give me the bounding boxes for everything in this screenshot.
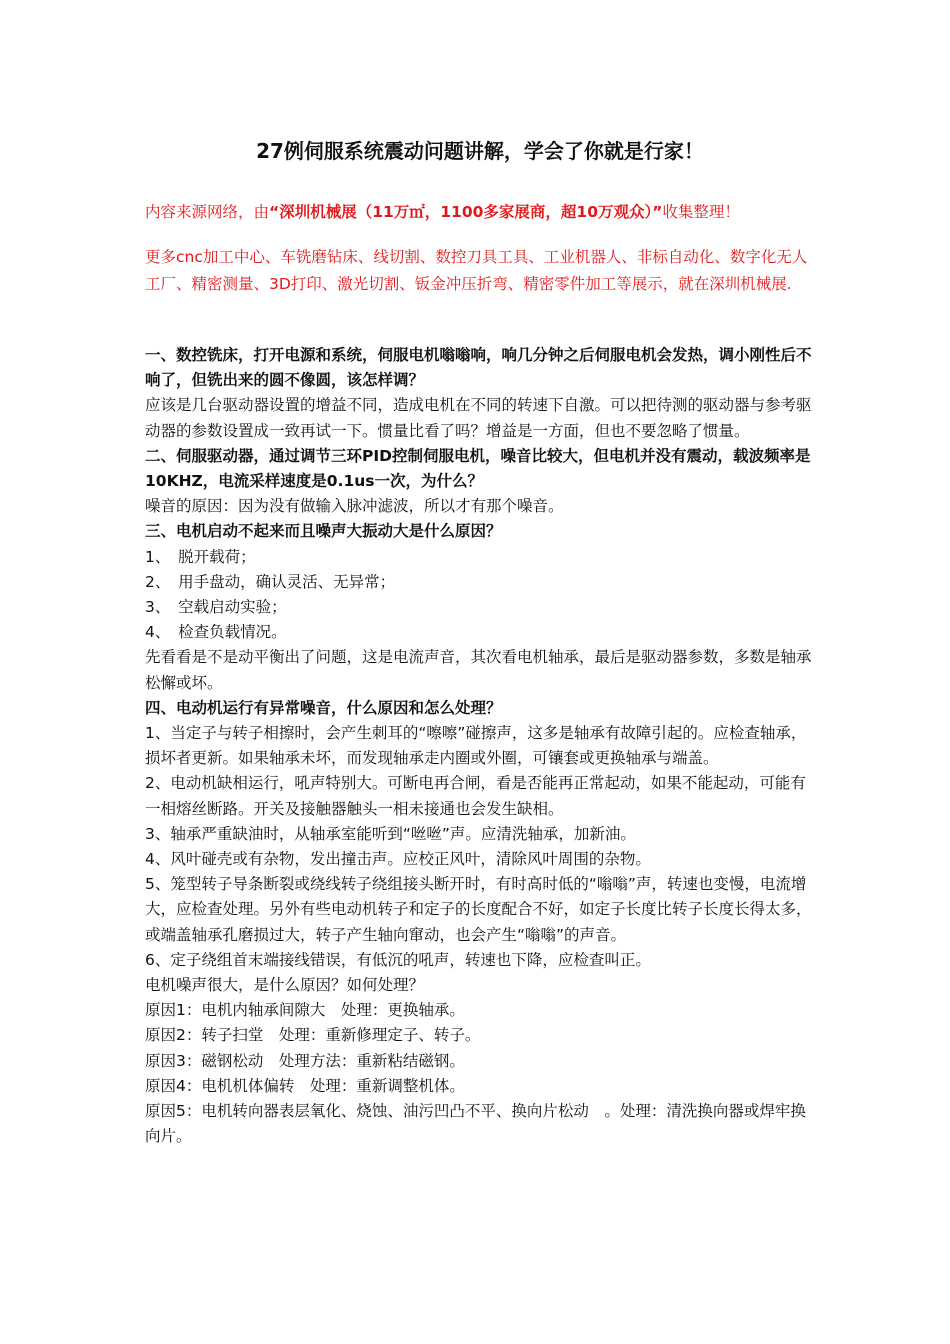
source-suffix: 收集整理！ — [662, 203, 740, 221]
list-item: 原因2：转子扫堂 处理：重新修理定子、转子。 — [145, 1026, 481, 1045]
list-item: 5、笼型转子导条断裂或绕线转子绕组接头断开时，有时高时低的“嗡嗡”声，转速也变慢，电流增大，应检查处理。另外有些电动机转子和定子的长度配合不好，如定子长度比转子长度长得太多，或端盖轴承孔磨损过大，转子产生轴向窜动，也会产生“嗡嗡”的声音。 — [145, 875, 812, 944]
source-prefix: 内容来源网络，由 — [145, 203, 270, 221]
question-5: 电机噪声很大，是什么原因？如何处理？ — [145, 976, 425, 995]
list-item: 2、 用手盘动，确认灵活、无异常； — [145, 572, 396, 591]
source-note — [145, 199, 825, 225]
exhibition-note: 更多cnc加工中心、车铣磨钻床、线切割、数控刀具工具、工业机器人、非标自动化、数字化无人工厂、精密测量、3D打印、激光切割、钣金冲压折弯、精密零件加工等展示，就在深圳机械展. — [145, 248, 808, 293]
list-item: 6、定子绕组首末端接线错误，有低沉的吼声，转速也下降，应检查叫正。 — [145, 950, 651, 969]
question-3: 三、电机启动不起来而且噪声大振动大是什么原因？ — [145, 522, 502, 541]
list-item: 1、当定子与转子相擦时，会产生刺耳的“嚓嚓”碰擦声，这多是轴承有故障引起的。应检查轴承，损坏者更新。如果轴承未坏，而发现轴承走内圈或外圈，可镶套或更换轴承与端盖。 — [145, 724, 807, 768]
list-item: 2、电动机缺相运行，吼声特别大。可断电再合闸，看是否能再正常起动，如果不能起动，可能有一相熔丝断路。开关及接触器触头一相未接通也会发生缺相。 — [145, 774, 806, 818]
source-highlight: “深圳机械展（11万㎡，1100多家展商，超10万观众）” — [269, 203, 663, 221]
list-item: 4、 检查负载情况。 — [145, 623, 287, 642]
list-item: 原因4：电机机体偏转 处理：重新调整机体。 — [145, 1076, 465, 1095]
question-4: 四、电动机运行有异常噪音，什么原因和怎么处理？ — [145, 698, 502, 717]
list-item: 3、轴承严重缺油时，从轴承室能听到“咝咝”声。应清洗轴承，加新油。 — [145, 824, 636, 843]
list-item: 原因1：电机内轴承间隙大 处理：更换轴承。 — [145, 1001, 465, 1020]
answer-1: 应该是几台驱动器设置的增益不同，造成电机在不同的转速下自激。可以把待测的驱动器与参考驱动器的参数设置成一致再试一下。惯量比看了吗？增益是一方面，但也不要忽略了惯量。 — [145, 396, 812, 440]
document-title: 27例伺服系统震动问题讲解，学会了你就是行家！ — [256, 139, 704, 163]
list-item: 原因5：电机转向器表层氧化、烧蚀、油污凹凸不平、换向片松动 。处理：清洗换向器或焊牢换向片。 — [145, 1102, 806, 1146]
answer-3: 先看看是不是动平衡出了问题，这是电流声音，其次看电机轴承，最后是驱动器参数，多数是轴承松懈或坏。 — [145, 648, 812, 692]
question-1: 一、数控铣床，打开电源和系统，伺服电机嗡嗡响，响几分钟之后伺服电机会发热，调小刚性后不响了，但铣出来的圆不像圆，该怎样调？ — [145, 346, 812, 390]
list-item: 原因3：磁钢松动 处理方法：重新粘结磁钢。 — [145, 1051, 465, 1070]
list-item: 1、 脱开载荷； — [145, 547, 256, 566]
list-item: 4、风叶碰壳或有杂物，发出撞击声。应校正风叶，清除风叶周围的杂物。 — [145, 850, 651, 869]
answer-2: 噪音的原因：因为没有做输入脉冲滤波，所以才有那个噪音。 — [145, 497, 564, 516]
article-body — [145, 343, 817, 1150]
question-2: 二、伺服驱动器，通过调节三环PID控制伺服电机，噪音比较大，但电机并没有震动，载波频率是10KHZ，电流采样速度是0.1us一次，为什么？ — [145, 446, 811, 491]
list-item: 3、 空载启动实验； — [145, 598, 287, 617]
